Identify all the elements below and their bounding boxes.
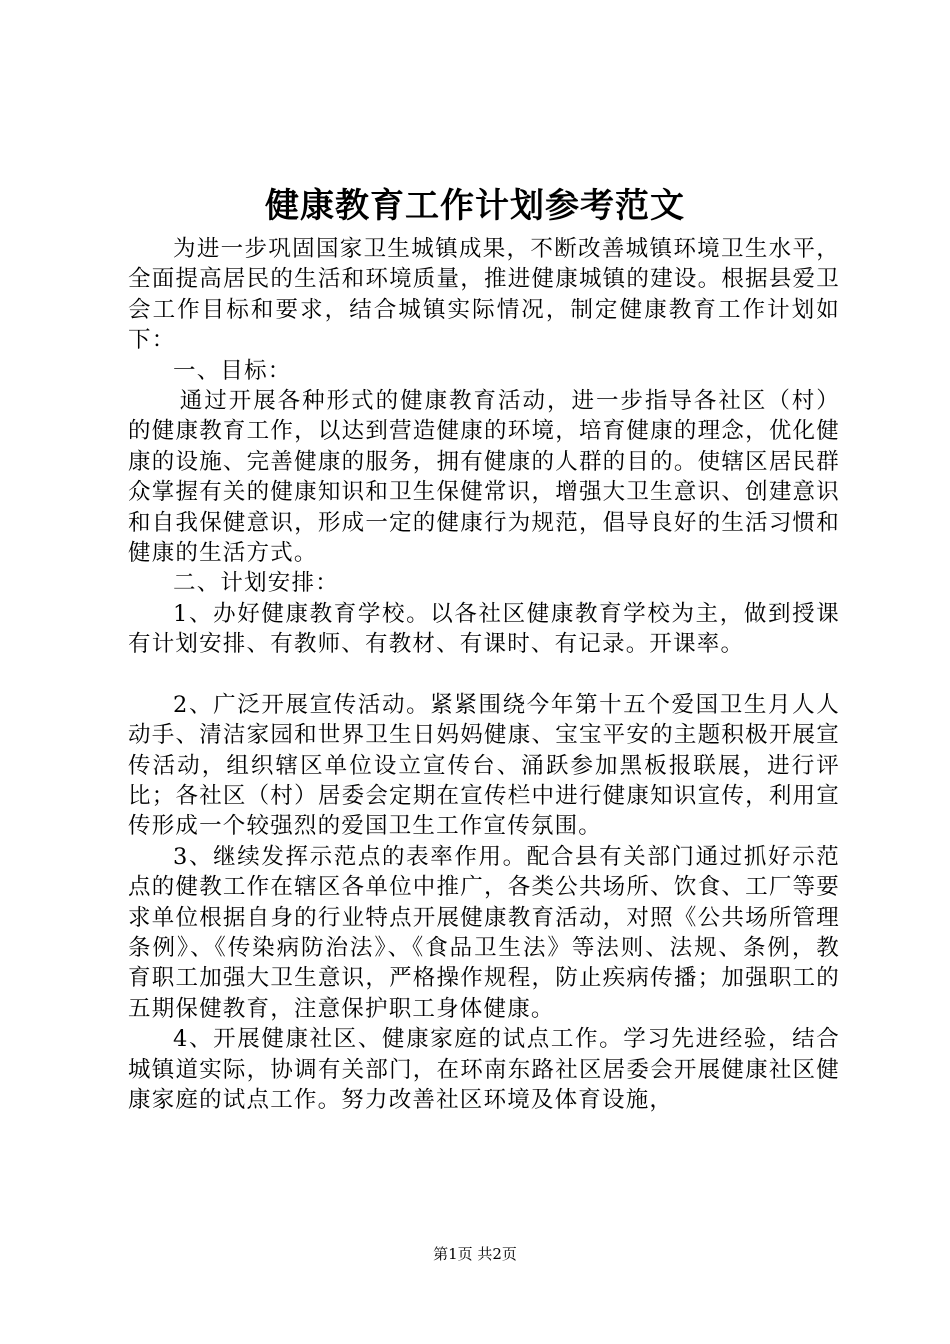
paragraph-item-2: 2、广泛开展宣传活动。紧紧围绕今年第十五个爱国卫生月人人动手、清洁家园和世界卫生日妈妈健康、宝宝平安的主题积极开展宣传活动，组织辖区单位设立宣传台、涌跃参加黑板报联展，进行评比；各社区（村）居委会定期在宣传栏中进行健康知识宣传，利用宣传形成一个较强烈的爱国卫生工作宣传氛围。 <box>128 691 840 840</box>
paragraph-item-1: 1、办好健康教育学校。以各社区健康教育学校为主，做到授课有计划安排、有教师、有教材、有课时、有记录。开课率。 <box>128 600 840 658</box>
heading-goals: 一、目标： <box>173 357 292 384</box>
paragraph-item-3: 3、继续发挥示范点的表率作用。配合县有关部门通过抓好示范点的健教工作在辖区各单位中推广，各类公共场所、饮食、工厂等要求单位根据自身的行业特点开展健康教育活动，对照《公共场所管理条例》、《传染病防治法》、《食品卫生法》等法则、法规、条例，教育职工加强大卫生意识，严格操作规程，防止疾病传播；加强职工的五期保健教育，注意保护职工身体健康。 <box>128 843 840 1022</box>
paragraph-item-4: 4、开展健康社区、健康家庭的试点工作。学习先进经验，结合城镇道实际，协调有关部门，在环南东路社区居委会开展健康社区健康家庭的试点工作。努力改善社区环境及体育设施， <box>128 1026 840 1113</box>
document-body <box>128 234 840 1115</box>
page-title: 健康教育工作计划参考范文 <box>265 186 685 226</box>
paragraph-intro: 为进一步巩固国家卫生城镇成果，不断改善城镇环境卫生水平，全面提高居民的生活和环境质量，推进健康城镇的建设。根据县爱卫会工作目标和要求，结合城镇实际情况，制定健康教育工作计划如下： <box>128 236 840 354</box>
paragraph-goals: 通过开展各种形式的健康教育活动，进一步指导各社区（村）的健康教育工作，以达到营造健康的环境，培育健康的理念，优化健康的设施、完善健康的服务，拥有健康的人群的目的。使辖区居民群众掌握有关的健康知识和卫生保健常识，增强大卫生意识、创建意识和自我保健意识，形成一定的健康行为规范，倡导良好的生活习惯和健康的生活方式。 <box>128 388 840 567</box>
heading-plan: 二、计划安排： <box>173 570 339 597</box>
page-footer: 第1页 共2页 <box>433 1245 517 1263</box>
